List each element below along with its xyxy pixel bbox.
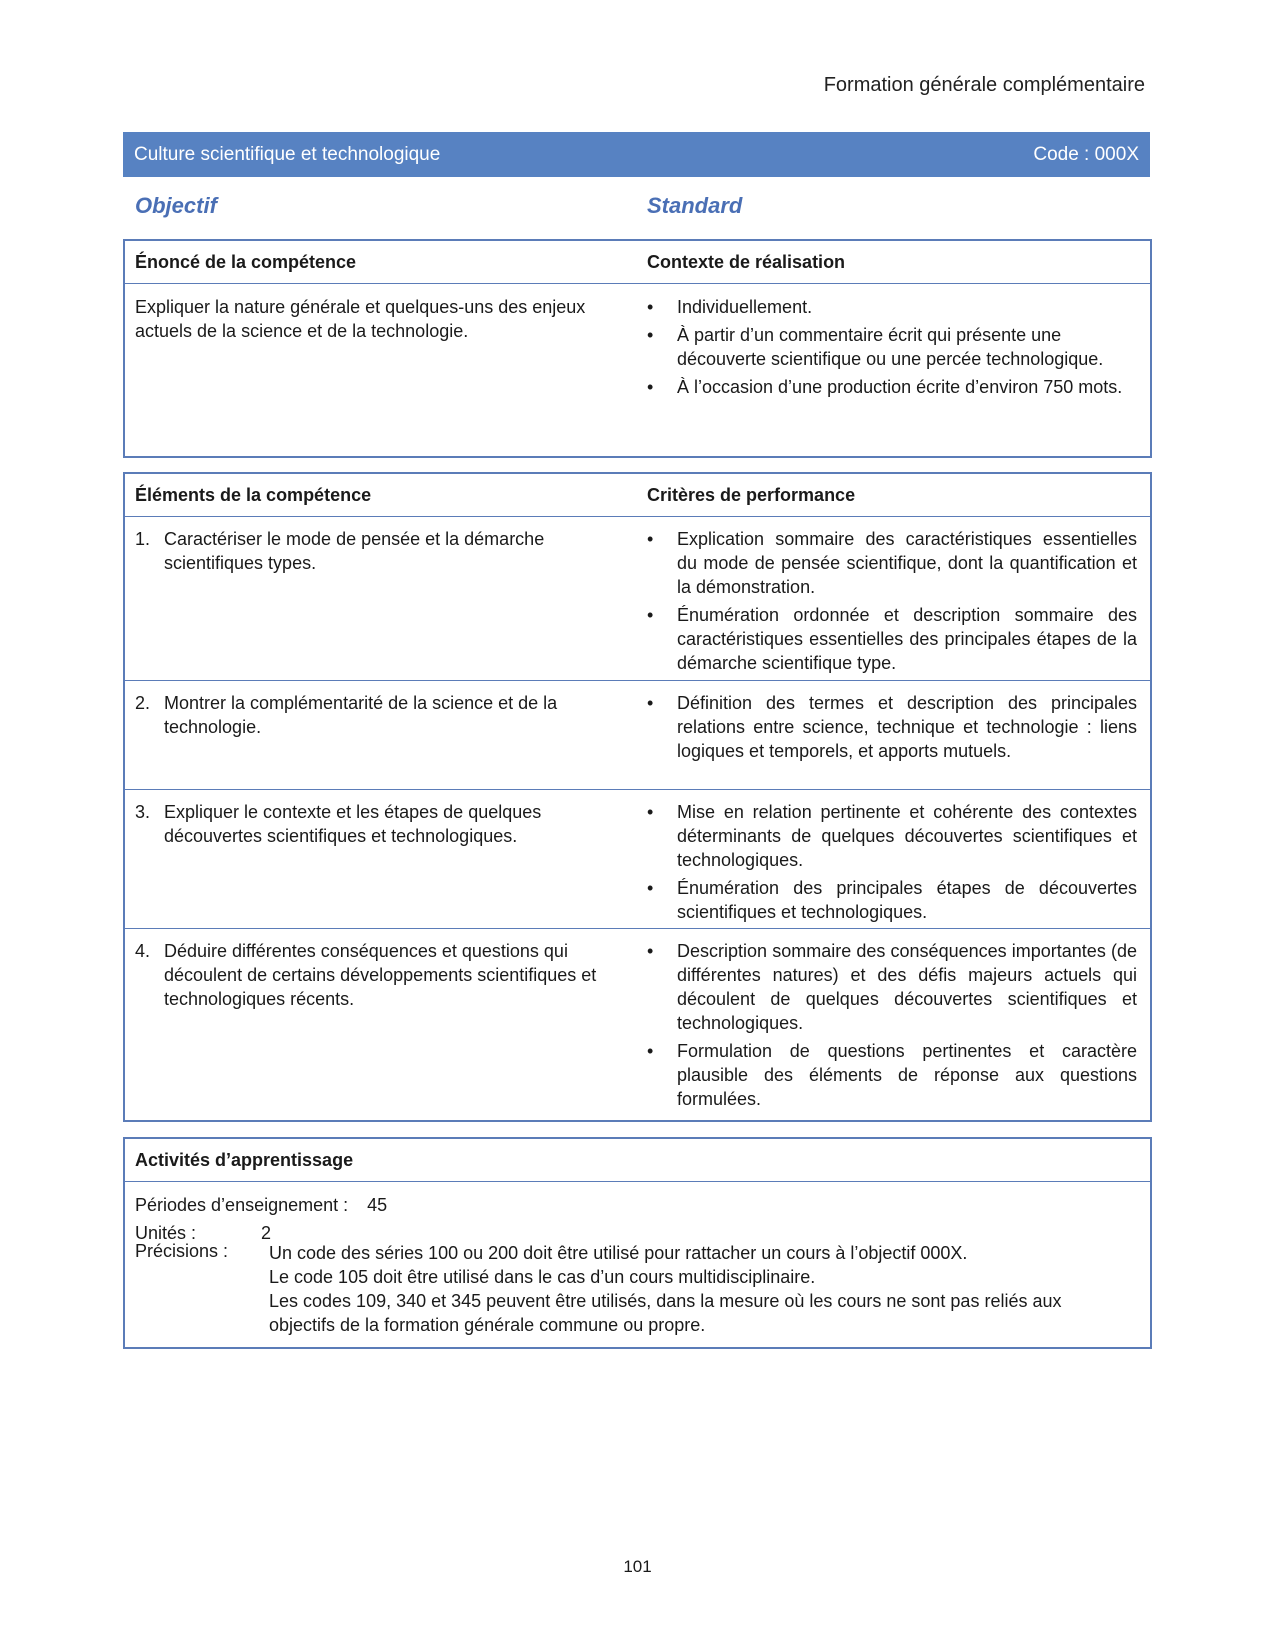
course-code: Code : 000X <box>1033 144 1139 165</box>
competence-statement-header: Énoncé de la compétence <box>135 252 357 272</box>
criteria-list <box>647 527 1137 679</box>
element-number: 3. <box>135 802 151 822</box>
competence-statement: Expliquer la nature générale et quelques-uns des enjeux actuels de la science et de la technologie. <box>135 297 586 341</box>
criteria-list <box>647 691 1137 767</box>
table-row <box>125 929 1150 1116</box>
list-item: • Énumération des principales étapes de découvertes scientifiques et technologiques. <box>647 876 1137 924</box>
list-item: • Description sommaire des conséquences importantes (de différentes natures) et des défis majeurs actuels qui découlent de quelques découvertes scientifiques et technologiques. <box>647 939 1137 1035</box>
list-item: • Explication sommaire des caractéristiques essentielles du mode de pensée scientifique, dont la quantification et la démonstration. <box>647 527 1137 599</box>
objective-label: Objectif <box>135 193 217 218</box>
activities-header <box>125 1139 1150 1182</box>
course-title: Culture scientifique et technologique <box>134 144 441 165</box>
element-text: Déduire différentes conséquences et questions qui découlent de certains développements scientifiques et technologiques récents. <box>164 941 597 1009</box>
criteria-list <box>647 800 1137 928</box>
units-value: 2 <box>261 1223 272 1243</box>
precision-line: Le code 105 doit être utilisé dans le cas d’un cours multidisciplinaire. <box>269 1267 816 1287</box>
table-row <box>125 517 1150 681</box>
elements-header <box>125 474 1150 517</box>
list-item: • Individuellement. <box>647 295 1127 319</box>
element-text: Expliquer le contexte et les étapes de quelques découvertes scientifiques et technologiques. <box>164 802 542 846</box>
elements-header-label: Éléments de la compétence <box>135 485 372 505</box>
list-item: • Mise en relation pertinente et cohérente des contextes déterminants de quelques découvertes scientifiques et technologiques. <box>647 800 1137 872</box>
periods-label: Périodes d’enseignement : <box>135 1195 349 1215</box>
element-text: Caractériser le mode de pensée et la démarche scientifiques types. <box>164 529 545 573</box>
periods-value: 45 <box>367 1195 388 1215</box>
activities-header-label: Activités d’apprentissage <box>135 1150 354 1170</box>
elements-box <box>123 472 1152 1122</box>
table-row <box>125 681 1150 790</box>
precision-line: Les codes 109, 340 et 345 peuvent être utilisés, dans la mesure où les cours ne sont pas reliés aux objectifs de la formation générale commune ou propre. <box>269 1291 1062 1335</box>
precisions-text <box>269 1241 1109 1337</box>
context-list <box>647 295 1127 403</box>
standard-label: Standard <box>647 193 743 218</box>
list-item: • Formulation de questions pertinentes et caractère plausible des éléments de réponse aux questions formulées. <box>647 1039 1137 1111</box>
activities-box <box>123 1137 1152 1349</box>
element-number: 1. <box>135 529 151 549</box>
list-item: • À l’occasion d’une production écrite d’environ 750 mots. <box>647 375 1127 399</box>
list-item: • À partir d’un commentaire écrit qui présente une découverte scientifique ou une percée technologique. <box>647 323 1127 371</box>
list-item: • Énumération ordonnée et description sommaire des caractéristiques essentielles des principales étapes de la démarche scientifique type. <box>647 603 1137 675</box>
context-header: Contexte de réalisation <box>647 252 846 272</box>
periods-line <box>135 1195 387 1216</box>
competence-box <box>123 239 1152 458</box>
section-header: Formation générale complémentaire <box>823 74 1145 96</box>
units-label: Unités : <box>135 1223 197 1243</box>
precision-line: Un code des séries 100 ou 200 doit être utilisé pour rattacher un cours à l’objectif 000X. <box>269 1243 968 1263</box>
precisions-label: Précisions : <box>135 1241 229 1261</box>
element-text: Montrer la complémentarité de la science et de la technologie. <box>164 693 558 737</box>
page-number: 101 <box>623 1557 652 1576</box>
element-number: 2. <box>135 693 151 713</box>
course-title-bar <box>123 132 1150 177</box>
table-row <box>125 790 1150 929</box>
criteria-list <box>647 939 1137 1115</box>
competence-header <box>125 241 1150 284</box>
element-number: 4. <box>135 941 151 961</box>
criteria-header-label: Critères de performance <box>647 485 856 505</box>
list-item: • Définition des termes et description des principales relations entre science, technique et technologie : liens logiques et temporels, et apports mutuels. <box>647 691 1137 763</box>
